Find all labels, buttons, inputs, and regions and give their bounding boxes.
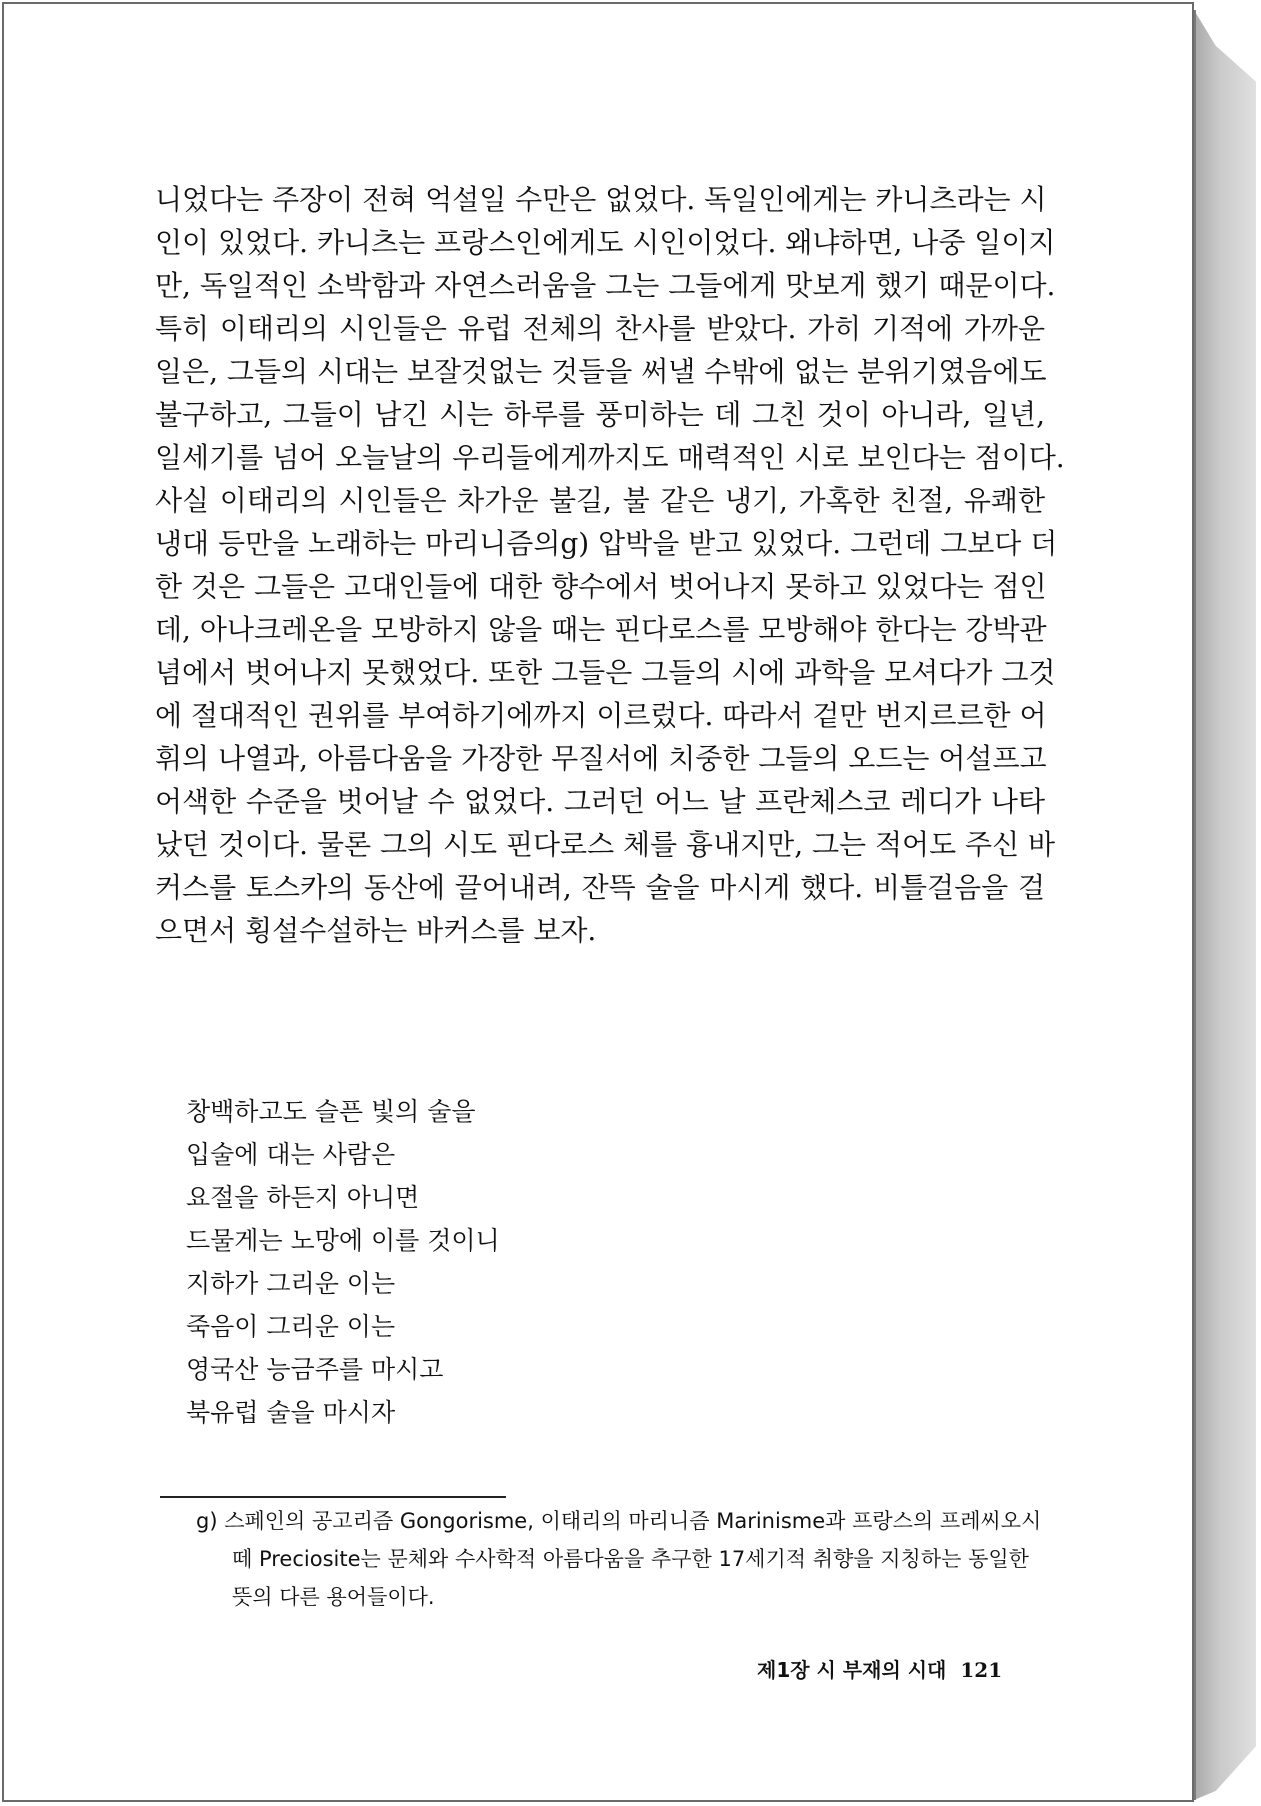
body-line: 한 것은 그들은 고대인들에 대한 향수에서 벗어나지 못하고 있었다는 점인 (155, 570, 1047, 603)
body-line: 에 절대적인 권위를 부여하기에까지 이르렀다. 따라서 겉만 번지르르한 어 (155, 699, 1047, 732)
footnote-divider (160, 1496, 506, 1498)
body-paragraph (155, 178, 1065, 952)
body-line: 휘의 나열과, 아름다움을 가장한 무질서에 치중한 그들의 오드는 어설프고 (155, 742, 1047, 775)
body-line: 사실 이태리의 시인들은 차가운 불길, 불 같은 냉기, 가혹한 친절, 유쾌한 (155, 484, 1045, 517)
body-line: 났던 것이다. 물론 그의 시도 핀다로스 체를 흉내지만, 그는 적어도 주신 바 (155, 828, 1056, 861)
body-line: 으면서 횡설수설하는 바커스를 보자. (155, 914, 597, 947)
footnote-line: 떼 Preciosite는 문체와 수사학적 아름다움을 추구한 17세기적 취향을 지칭하는 동일한 (232, 1547, 1029, 1571)
poem-line: 지하가 그리운 이는 (186, 1269, 396, 1298)
main-text-block (155, 178, 1065, 952)
body-line: 만, 독일적인 소박함과 자연스러움을 그는 그들에게 맛보게 했기 때문이다. (155, 269, 1056, 302)
page-edge (1194, 10, 1256, 1800)
footnote (196, 1502, 1046, 1616)
running-footer (757, 1654, 1002, 1683)
poem-line: 입술에 대는 사람은 (186, 1140, 396, 1169)
body-line: 커스를 토스카의 동산에 끌어내려, 잔뜩 술을 마시게 했다. 비틀걸음을 걸 (155, 871, 1045, 904)
poem-line: 북유럽 술을 마시자 (186, 1398, 396, 1427)
body-line: 데, 아나크레온을 모방하지 않을 때는 핀다로스를 모방해야 한다는 강박관 (155, 613, 1047, 646)
poem-line: 영국산 능금주를 마시고 (186, 1355, 444, 1384)
body-line: 념에서 벗어나지 못했었다. 또한 그들은 그들의 시에 과학을 모셔다가 그것 (155, 656, 1056, 689)
body-line: 특히 이태리의 시인들은 유럽 전체의 찬사를 받았다. 가히 기적에 가까운 (155, 312, 1045, 345)
poem-block (186, 1090, 500, 1434)
body-line: 냉대 등만을 노래하는 마리니즘의g) 압박을 받고 있었다. 그런데 그보다 더 (155, 527, 1058, 560)
body-line: 일세기를 넘어 오늘날의 우리들에게까지도 매력적인 시로 보인다는 점이다. (155, 441, 1065, 474)
chapter-title: 제1장 시 부재의 시대 (757, 1658, 947, 1682)
body-line: 일은, 그들의 시대는 보잘것없는 것들을 써낼 수밖에 없는 분위기였음에도 (155, 355, 1047, 388)
poem-line: 창백하고도 슬픈 빛의 술을 (186, 1097, 476, 1126)
body-line: 불구하고, 그들이 남긴 시는 하루를 풍미하는 데 그친 것이 아니라, 일년, (155, 398, 1045, 431)
body-line: 어색한 수준을 벗어날 수 없었다. 그러던 어느 날 프란체스코 레디가 나타 (155, 785, 1045, 818)
body-line: 니었다는 주장이 전혀 억설일 수만은 없었다. 독일인에게는 카니츠라는 시 (155, 183, 1047, 216)
page-edge-shadow (1194, 10, 1196, 1800)
footnote-line: g) 스페인의 공고리즘 Gongorisme, 이태리의 마리니즘 Marinisme과 프랑스의 프레씨오시 (196, 1509, 1042, 1533)
poem-line: 죽음이 그리운 이는 (186, 1312, 396, 1341)
body-line: 인이 있었다. 카니츠는 프랑스인에게도 시인이었다. 왜냐하면, 나중 일이지 (155, 226, 1056, 259)
poem-line: 드물게는 노망에 이를 것이니 (186, 1226, 500, 1255)
page-number: 121 (960, 1658, 1003, 1682)
poem-line: 요절을 하든지 아니면 (186, 1183, 420, 1212)
footnote-line: 뜻의 다른 용어들이다. (232, 1585, 435, 1609)
